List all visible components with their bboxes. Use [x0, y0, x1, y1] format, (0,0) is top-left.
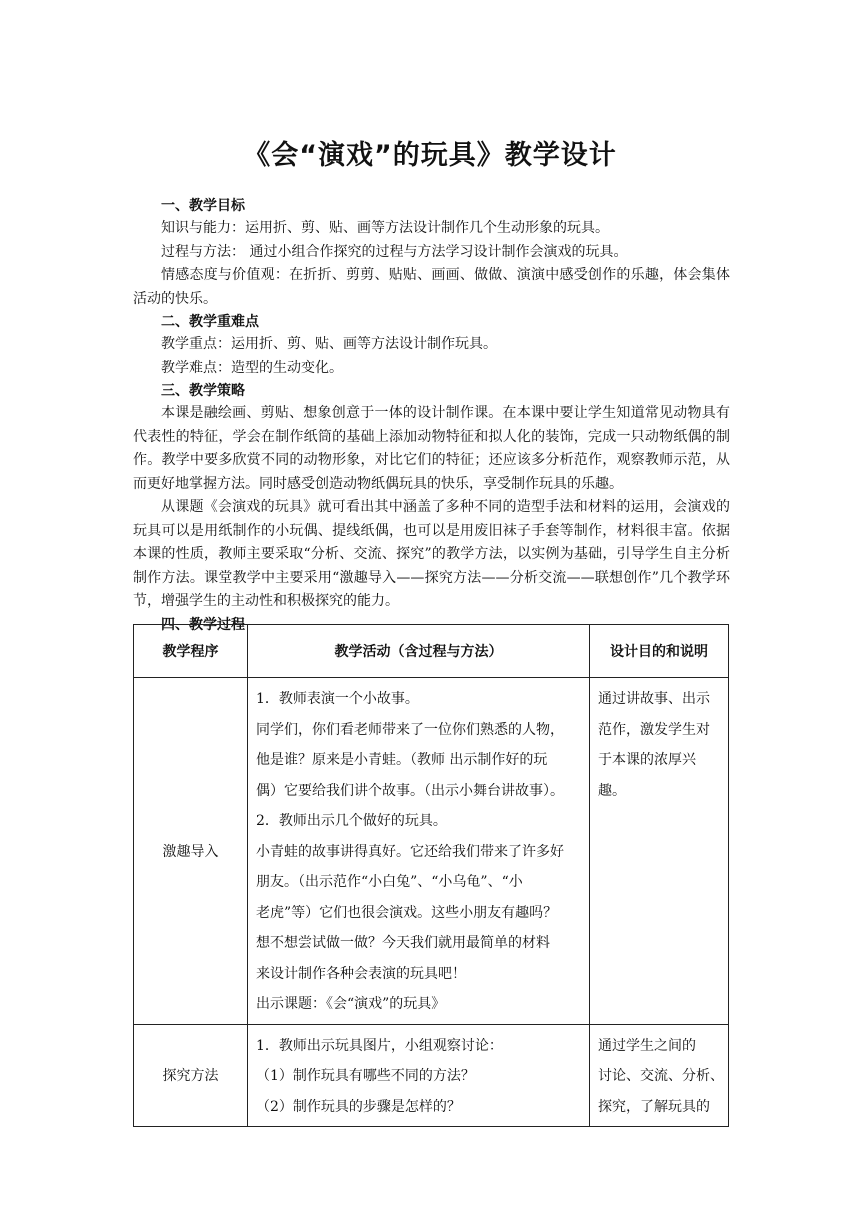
table-row: [134, 678, 729, 1025]
table-header-row: [134, 625, 729, 678]
purpose-line: 范作，激发学生对: [597, 721, 710, 738]
activity-cell: [247, 1024, 589, 1127]
paragraph: 教学难点：造型的生动变化。: [161, 359, 343, 376]
document-title: 《会“演戏”的玩具》教学设计: [243, 140, 617, 171]
stage-cell: 激趣导入: [134, 678, 248, 1025]
paragraph: 教学重点：运用折、剪、贴、画等方法设计制作玩具。: [161, 336, 497, 352]
activity-line: 偶）它要给我们讲个故事。（出示小舞台讲故事）。: [255, 782, 564, 799]
purpose-cell: [589, 678, 728, 1025]
activity-cell: [247, 678, 589, 1025]
section-heading-process: 四、教学过程: [161, 616, 245, 633]
activity-line: 他是谁？原来是小青蛙。（教师 出示制作好的玩: [255, 752, 548, 768]
paragraph: 知识与能力：运用折、剪、贴、画等方法设计制作几个生动形象的玩具。: [161, 220, 609, 236]
table-header: 设计目的和说明: [589, 625, 728, 678]
stage-cell: 探究方法: [134, 1024, 248, 1127]
table-header: 教学程序: [134, 625, 248, 678]
paragraph: 本课是融绘画、剪贴、想象创意于一体的设计制作课。在本课中要让学生知道常见动物具有代表性的特征，学会在制作纸筒的基础上添加动物特征和拟人化的装饰，完成一只动物纸偶的制作。教学中要多欣赏不同的动物形象，对比它们的特征；还应该多分析范作，观察教师示范，从而更好地掌握方法。同时感受创造动物纸偶玩具的快乐，享受制作玩具的乐趣。: [133, 405, 730, 492]
activity-line: 出示课题：《会“演戏”的玩具》: [255, 996, 446, 1012]
purpose-line: 讨论、交流、分析、: [597, 1068, 724, 1084]
section-heading-strategy: 三、教学策略: [161, 383, 245, 399]
paragraph: 从课题《会演戏的玩具》就可看出其中涵盖了多种不同的造型手法和材料的运用，会演戏的玩具可以是用纸制作的小玩偶、提线纸偶，也可以是用废旧袜子手套等制作，材料很丰富。依据本课的性质，教师主要采取“分析、交流、探究”的教学方法，以实例为基础，引导学生自主分析制作方法。课堂教学中主要采用“激趣导入——探究方法——分析交流——联想创作”几个教学环节，增强学生的主动性和积极探究的能力。: [133, 499, 730, 609]
activity-line: 1．教师出示玩具图片，小组观察讨论：: [255, 1037, 503, 1054]
section-heading-objectives: 一、教学目标: [161, 198, 245, 214]
section-heading-key-points: 二、教学重难点: [161, 314, 259, 330]
table-row: [134, 1024, 729, 1127]
activity-line: 老虎”等）它们也很会演戏。这些小朋友有趣吗？: [255, 904, 558, 921]
activity-line: 2．教师出示几个做好的玩具。: [255, 813, 447, 829]
purpose-cell: [589, 1024, 728, 1127]
process-table: [133, 624, 729, 1127]
document-body: [133, 195, 730, 636]
purpose-line: 通过学生之间的: [597, 1037, 696, 1054]
purpose-line: 于本课的浓厚兴: [597, 752, 696, 768]
activity-line: 朋友。（出示范作“小白兔”、“小乌龟”、“小: [255, 874, 523, 890]
paragraph: 情感态度与价值观：在折折、剪剪、贴贴、画画、做做、演演中感受创作的乐趣，体会集体活动的快乐。: [133, 267, 730, 307]
activity-line: 小青蛙的故事讲得真好。它还给我们带来了许多好: [255, 843, 564, 860]
activity-line: 1．教师表演一个小故事。: [255, 691, 419, 707]
purpose-line: 探究，了解玩具的: [597, 1098, 710, 1115]
activity-line: （2）制作玩具的步骤是怎样的？: [255, 1098, 461, 1115]
activity-line: 来设计制作各种会表演的玩具吧！: [255, 965, 466, 982]
activity-line: 想不想尝试做一做？今天我们就用最简单的材料: [255, 935, 550, 951]
activity-line: 同学们，你们看老师带来了一位你们熟悉的人物，: [255, 721, 564, 738]
activity-line: （1）制作玩具有哪些不同的方法？: [255, 1068, 475, 1084]
purpose-line: 通过讲故事、出示: [597, 691, 710, 707]
purpose-line: 趣。: [597, 782, 626, 799]
table-header: 教学活动（含过程与方法）: [247, 625, 589, 678]
paragraph: 过程与方法： 通过小组合作探究的过程与方法学习设计制作会演戏的玩具。: [161, 243, 628, 260]
